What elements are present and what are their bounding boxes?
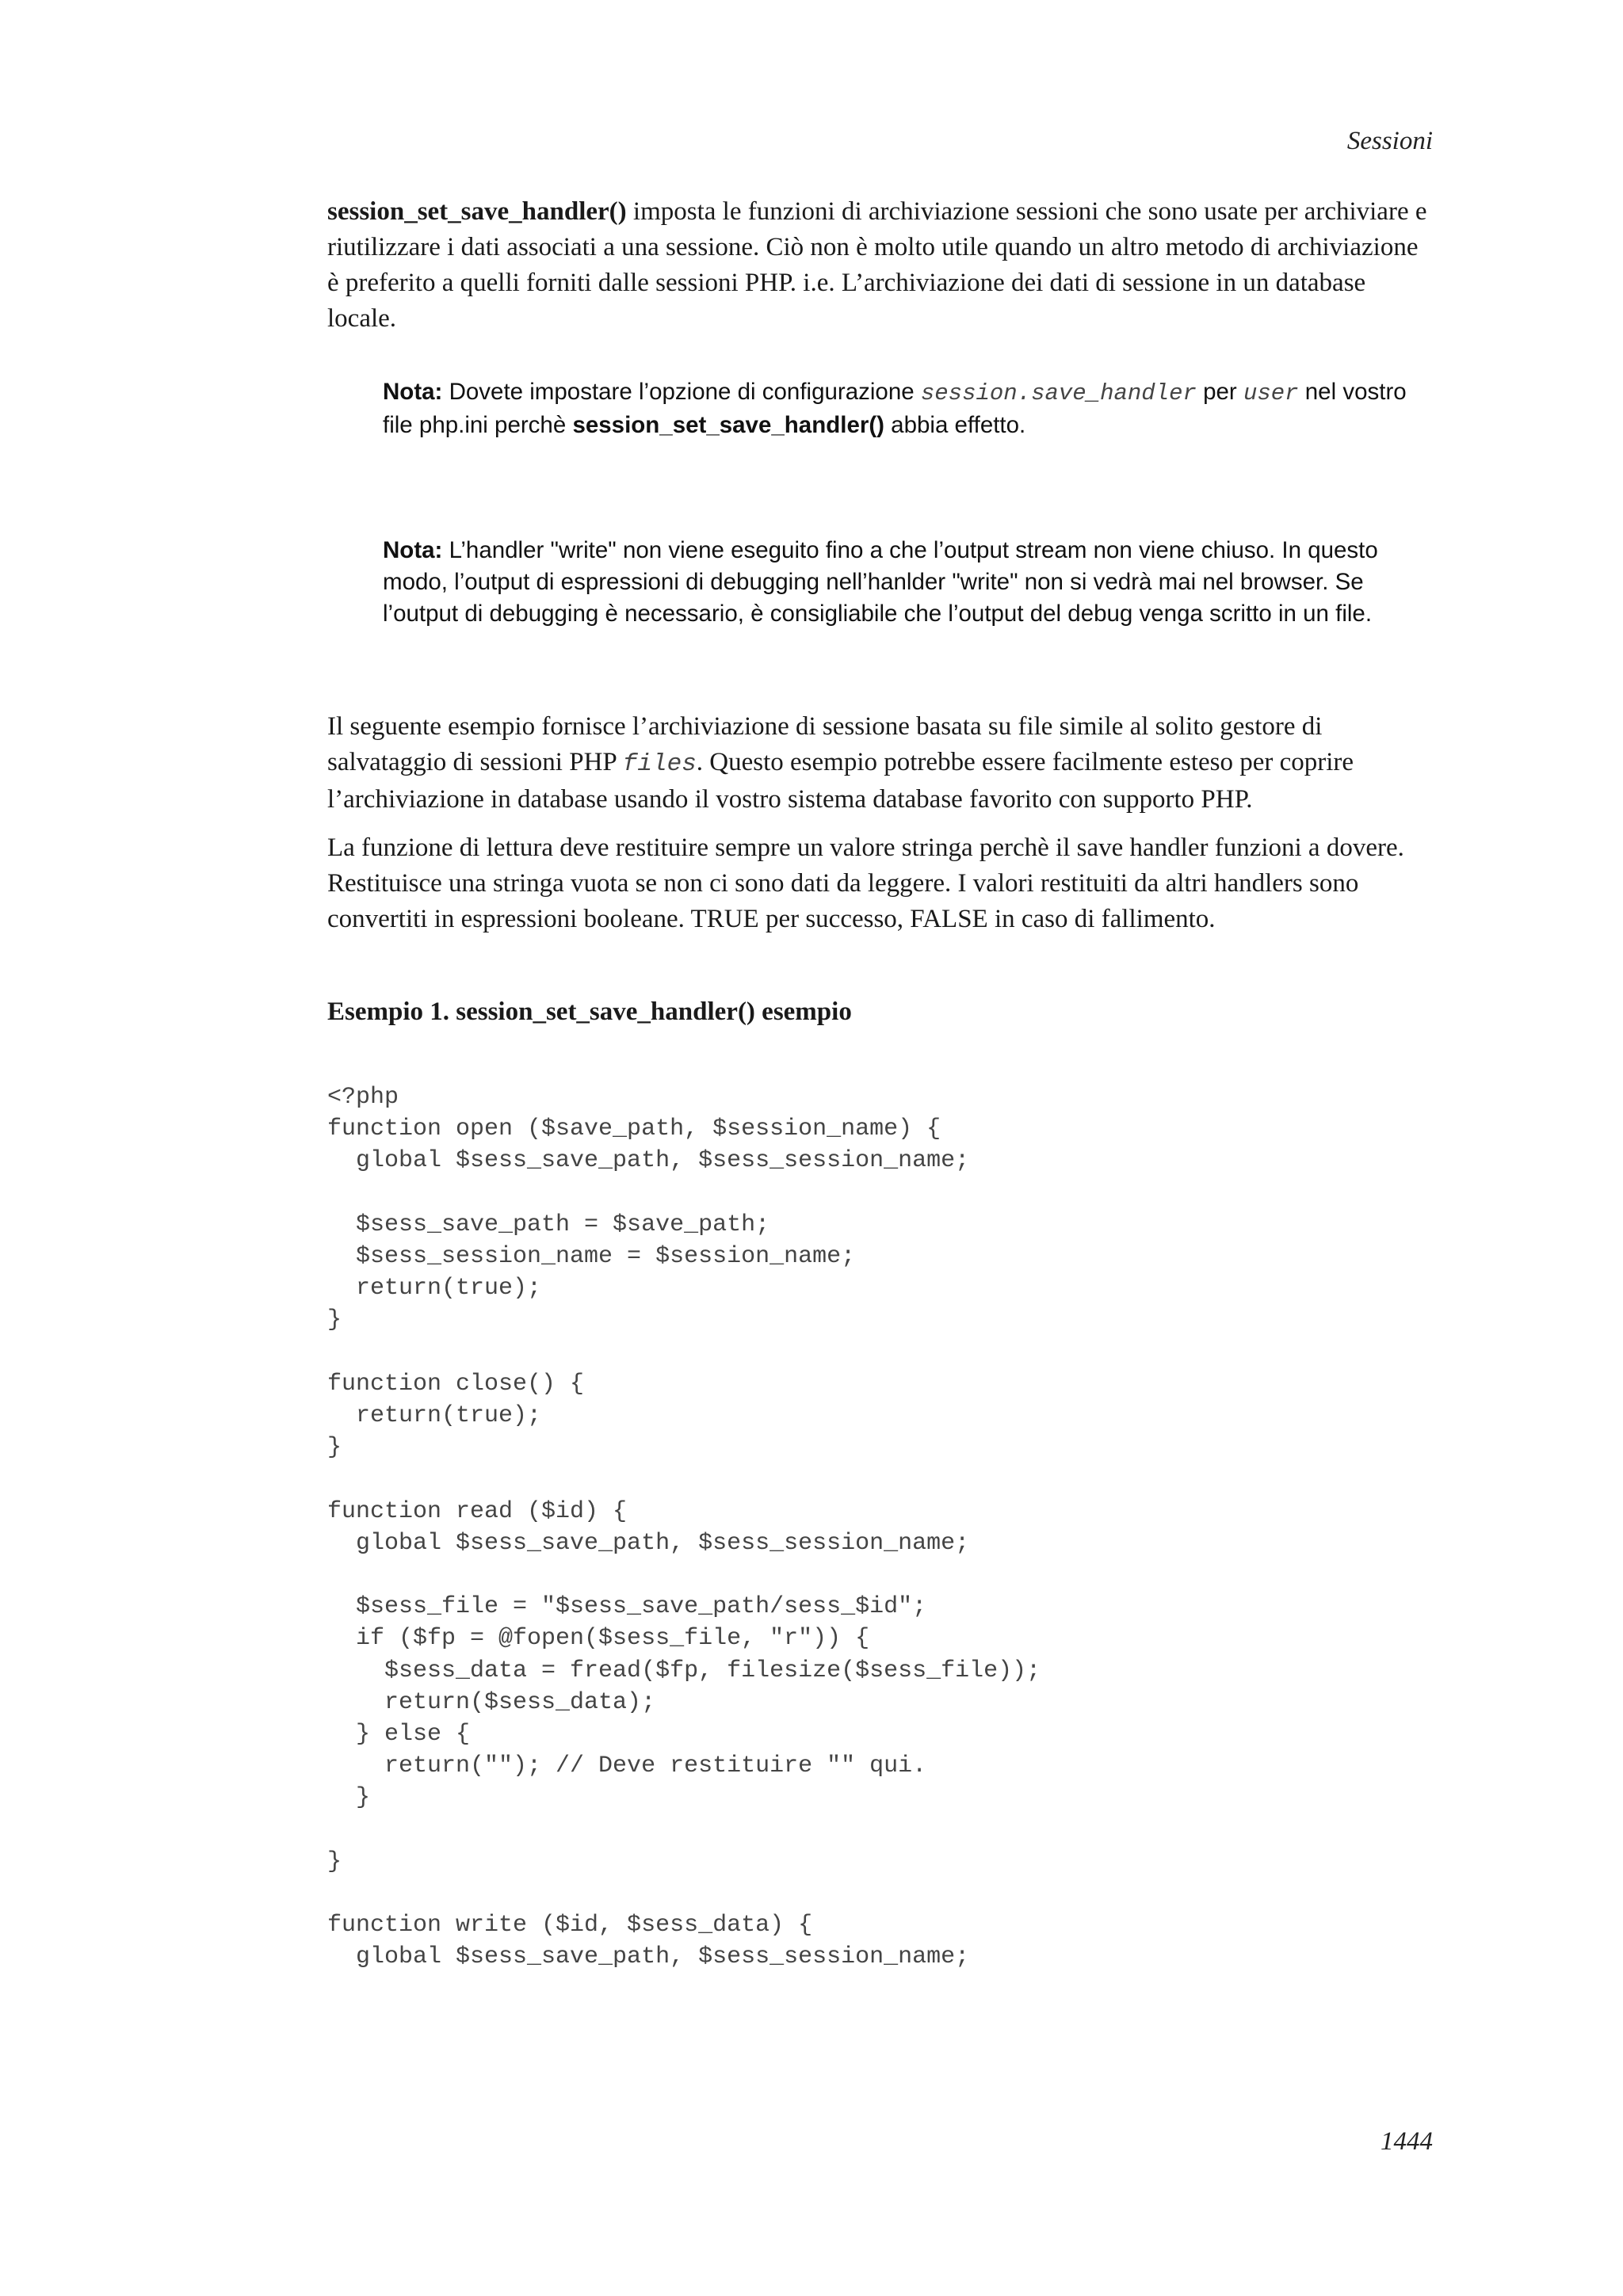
files-handler-code: files	[622, 750, 697, 778]
note-config	[383, 376, 1437, 441]
page-content	[327, 194, 1433, 1971]
note-text: nel vostro file php.ini perchè	[383, 379, 1407, 438]
note-text: per	[1196, 379, 1243, 405]
intro-function-name: session_set_save_handler()	[327, 197, 627, 226]
note-write-handler	[383, 535, 1437, 630]
note-text: L’handler "write" non viene eseguito fino a che l’output stream non viene chiuso. In questo modo, l’output di espressioni di debugging nell’hanlder "write" non si vedrà mai nel browser. Se l’output di debugging è necessario, è consigliabile che l’output del debug venga scritto in un file.	[383, 537, 1378, 627]
body-text	[327, 709, 1433, 950]
paragraph-text: . Questo esempio potrebbe essere facilmente esteso per coprire l’archiviazione in database usando il vostro sistema database favorito con supporto PHP.	[327, 748, 1354, 814]
read-function-paragraph: La funzione di lettura deve restituire sempre un valore stringa perchè il save handler funzioni a dovere. Restituisce una stringa vuota se non ci sono dati da leggere. I valori restituiti da altri handlers sono convertiti in espressioni booleane. TRUE per successo, FALSE in caso di fallimento.	[327, 833, 1404, 933]
running-header: Sessioni	[1346, 127, 1433, 155]
note-function-name: session_set_save_handler()	[572, 412, 884, 438]
note-text: abbia effetto.	[884, 412, 1026, 438]
example-intro-paragraph	[327, 709, 1433, 818]
page-number: 1444	[1381, 2127, 1433, 2156]
code-listing: <?php function open ($save_path, $session_name) { global $sess_save_path, $sess_session_name; $sess_save_path = $save_path; $sess_session_name = $session_name; return(true); } function close() { return(true); } function read ($id) { global $sess_save_path, $sess_session_name; $sess_file = "$sess_save_path/sess_$id"; if ($fp = @fopen($sess_file, "r")) { $sess_data = fread($fp, filesize($sess_file)); return($sess_data); } else { return(""); // Deve restituire "" qui. } } function write ($id, $sess_data) { global $sess_save_path, $sess_session_name;	[327, 1084, 1041, 1971]
note-text: Dovete impostare l’opzione di configurazione	[442, 379, 921, 405]
example-title: Esempio 1. session_set_save_handler() esempio	[327, 997, 852, 1026]
paragraph-text: Il seguente esempio fornisce l’archiviazione di sessione basata su file simile al solito gestore di salvataggio di sessioni PHP	[327, 712, 1323, 776]
config-option-code: session.save_handler	[920, 380, 1197, 406]
note-label: Nota:	[383, 379, 443, 405]
note-label: Nota:	[383, 537, 443, 563]
intro-paragraph	[327, 194, 1433, 337]
config-value-code: user	[1243, 380, 1299, 406]
intro-text: imposta le funzioni di archiviazione sessioni che sono usate per archiviare e riutilizzare i dati associati a una sessione. Ciò non è molto utile quando un altro metodo di archiviazione è preferito a quelli forniti dalle sessioni PHP. i.e. L’archiviazione dei dati di sessione in un database locale.	[327, 197, 1427, 333]
